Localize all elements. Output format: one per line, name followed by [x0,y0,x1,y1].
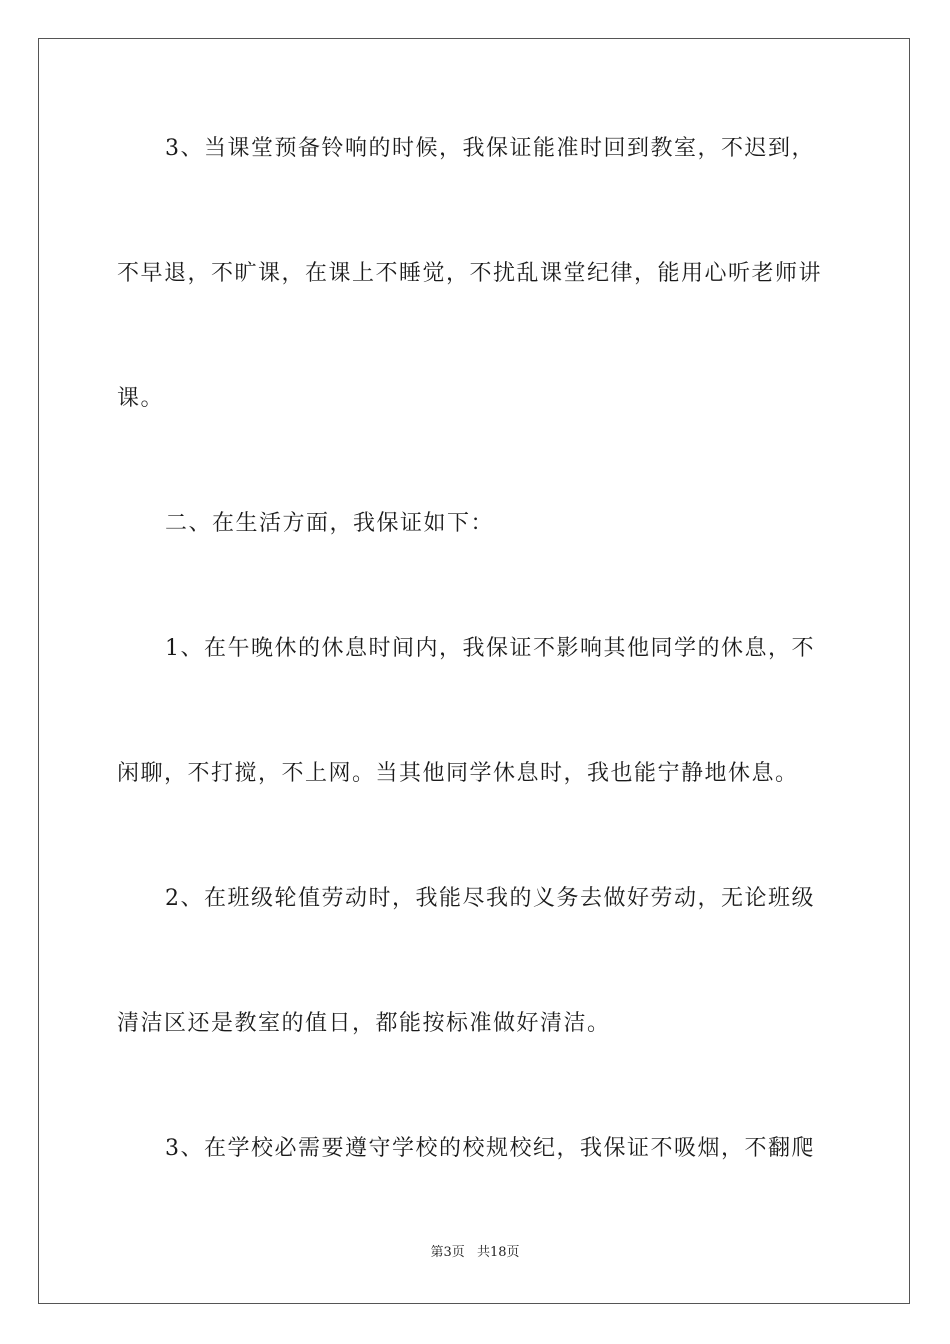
paragraph-line: 课。 [117,386,165,411]
page-total: 共18页 [476,1245,520,1260]
page-footer [0,1244,950,1262]
paragraph-line: 不早退，不旷课，在课上不睡觉，不扰乱课堂纪律，能用心听老师讲 [117,261,823,286]
page-frame [38,38,910,1304]
paragraph-line: 3、在学校必需要遵守学校的校规校纪，我保证不吸烟，不翻爬 [165,1136,815,1161]
section-heading: 二、在生活方面，我保证如下： [165,511,495,536]
page-number: 第3页 [430,1245,465,1260]
paragraph-line: 3、当课堂预备铃响的时候，我保证能准时回到教室，不迟到， [165,136,815,161]
paragraph-line: 闲聊，不打搅，不上网。当其他同学休息时，我也能宁静地休息。 [117,761,799,786]
paragraph-line: 2、在班级轮值劳动时，我能尽我的义务去做好劳动，无论班级 [165,886,815,911]
paragraph-line: 清洁区还是教室的值日，都能按标准做好清洁。 [117,1011,611,1036]
paragraph-line: 1、在午晚休的休息时间内，我保证不影响其他同学的休息，不 [165,636,815,661]
